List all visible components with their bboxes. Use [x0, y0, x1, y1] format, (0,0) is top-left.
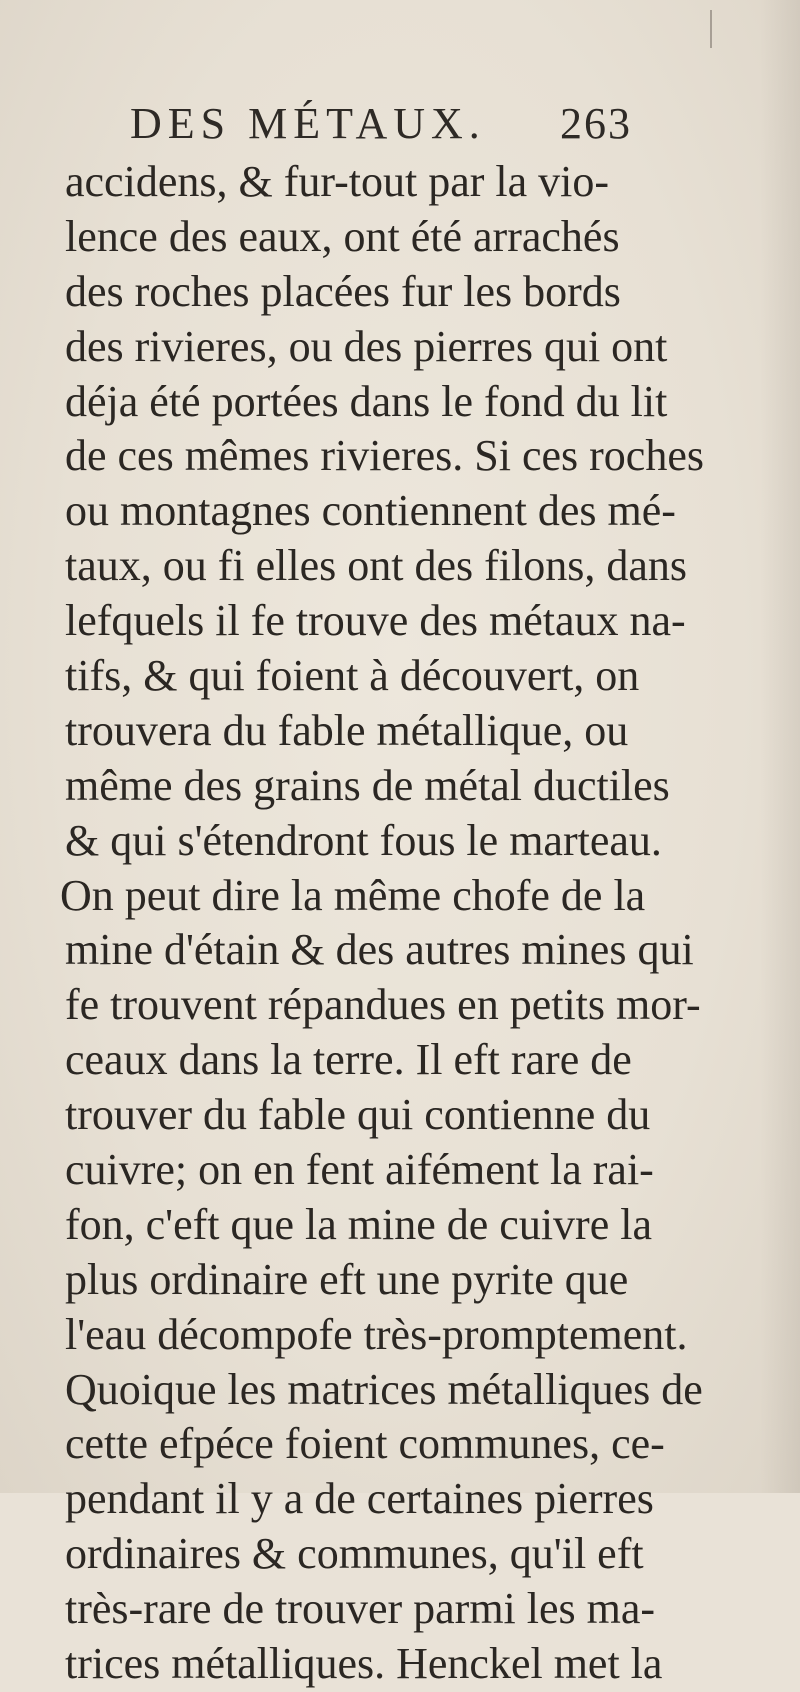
text-line: & qui s'étendront fous le marteau.: [65, 815, 662, 865]
text-line: déja été portées dans le fond du lit: [65, 376, 668, 426]
text-line: taux, ou fi elles ont des filons, dans: [65, 541, 688, 591]
text-line: tifs, & qui foient à découvert, on: [65, 651, 640, 701]
text-line: accidens, & fur-tout par la vio-: [65, 157, 610, 206]
text-line: lence des eaux, ont été arrachés: [65, 211, 620, 261]
page-edge-shadow: [760, 0, 800, 1493]
page-header: [130, 98, 730, 148]
text-line: plus ordinaire eft une pyrite que: [65, 1254, 629, 1304]
text-line: des rivieres, ou des pierres qui ont: [65, 321, 668, 371]
text-line: lefquels il fe trouve des métaux na-: [65, 596, 686, 646]
text-line: mine d'étain & des autres mines qui: [65, 925, 694, 975]
text-line: même des grains de métal ductiles: [65, 760, 670, 810]
page-number: 263: [560, 99, 632, 148]
text-line: fe trouvent répandues en petits mor-: [65, 980, 701, 1030]
text-line: fon, c'eft que la mine de cuivre la: [65, 1199, 652, 1249]
text-line: cuivre; on en fent aifément la rai-: [65, 1145, 654, 1195]
text-line: ou montagnes contiennent des mé-: [65, 486, 676, 536]
text-line: On peut dire la même chofe de la: [60, 870, 646, 920]
page-edge-mark: [710, 10, 712, 48]
text-line: l'eau décompofe très-promptement.: [65, 1309, 688, 1359]
text-line: Quoique les matrices métalliques de: [65, 1364, 703, 1414]
body-text: [55, 155, 755, 1692]
text-line: trices métalliques. Henckel met la: [65, 1639, 663, 1689]
text-line: trouver du fable qui contienne du: [65, 1090, 651, 1140]
text-line: des roches placées fur les bords: [65, 266, 621, 316]
text-line: très-rare de trouver parmi les ma-: [65, 1584, 656, 1634]
text-line: ordinaires & communes, qu'il eft: [65, 1529, 644, 1579]
text-line: pendant il y a de certaines pierres: [65, 1474, 654, 1524]
text-line: cette efpéce foient communes, ce-: [65, 1419, 665, 1469]
text-line: trouvera du fable métallique, ou: [65, 705, 629, 755]
text-line: ceaux dans la terre. Il eft rare de: [65, 1035, 632, 1085]
text-line: de ces mêmes rivieres. Si ces roches: [65, 431, 704, 481]
running-title: DES MÉTAUX.: [130, 99, 486, 148]
